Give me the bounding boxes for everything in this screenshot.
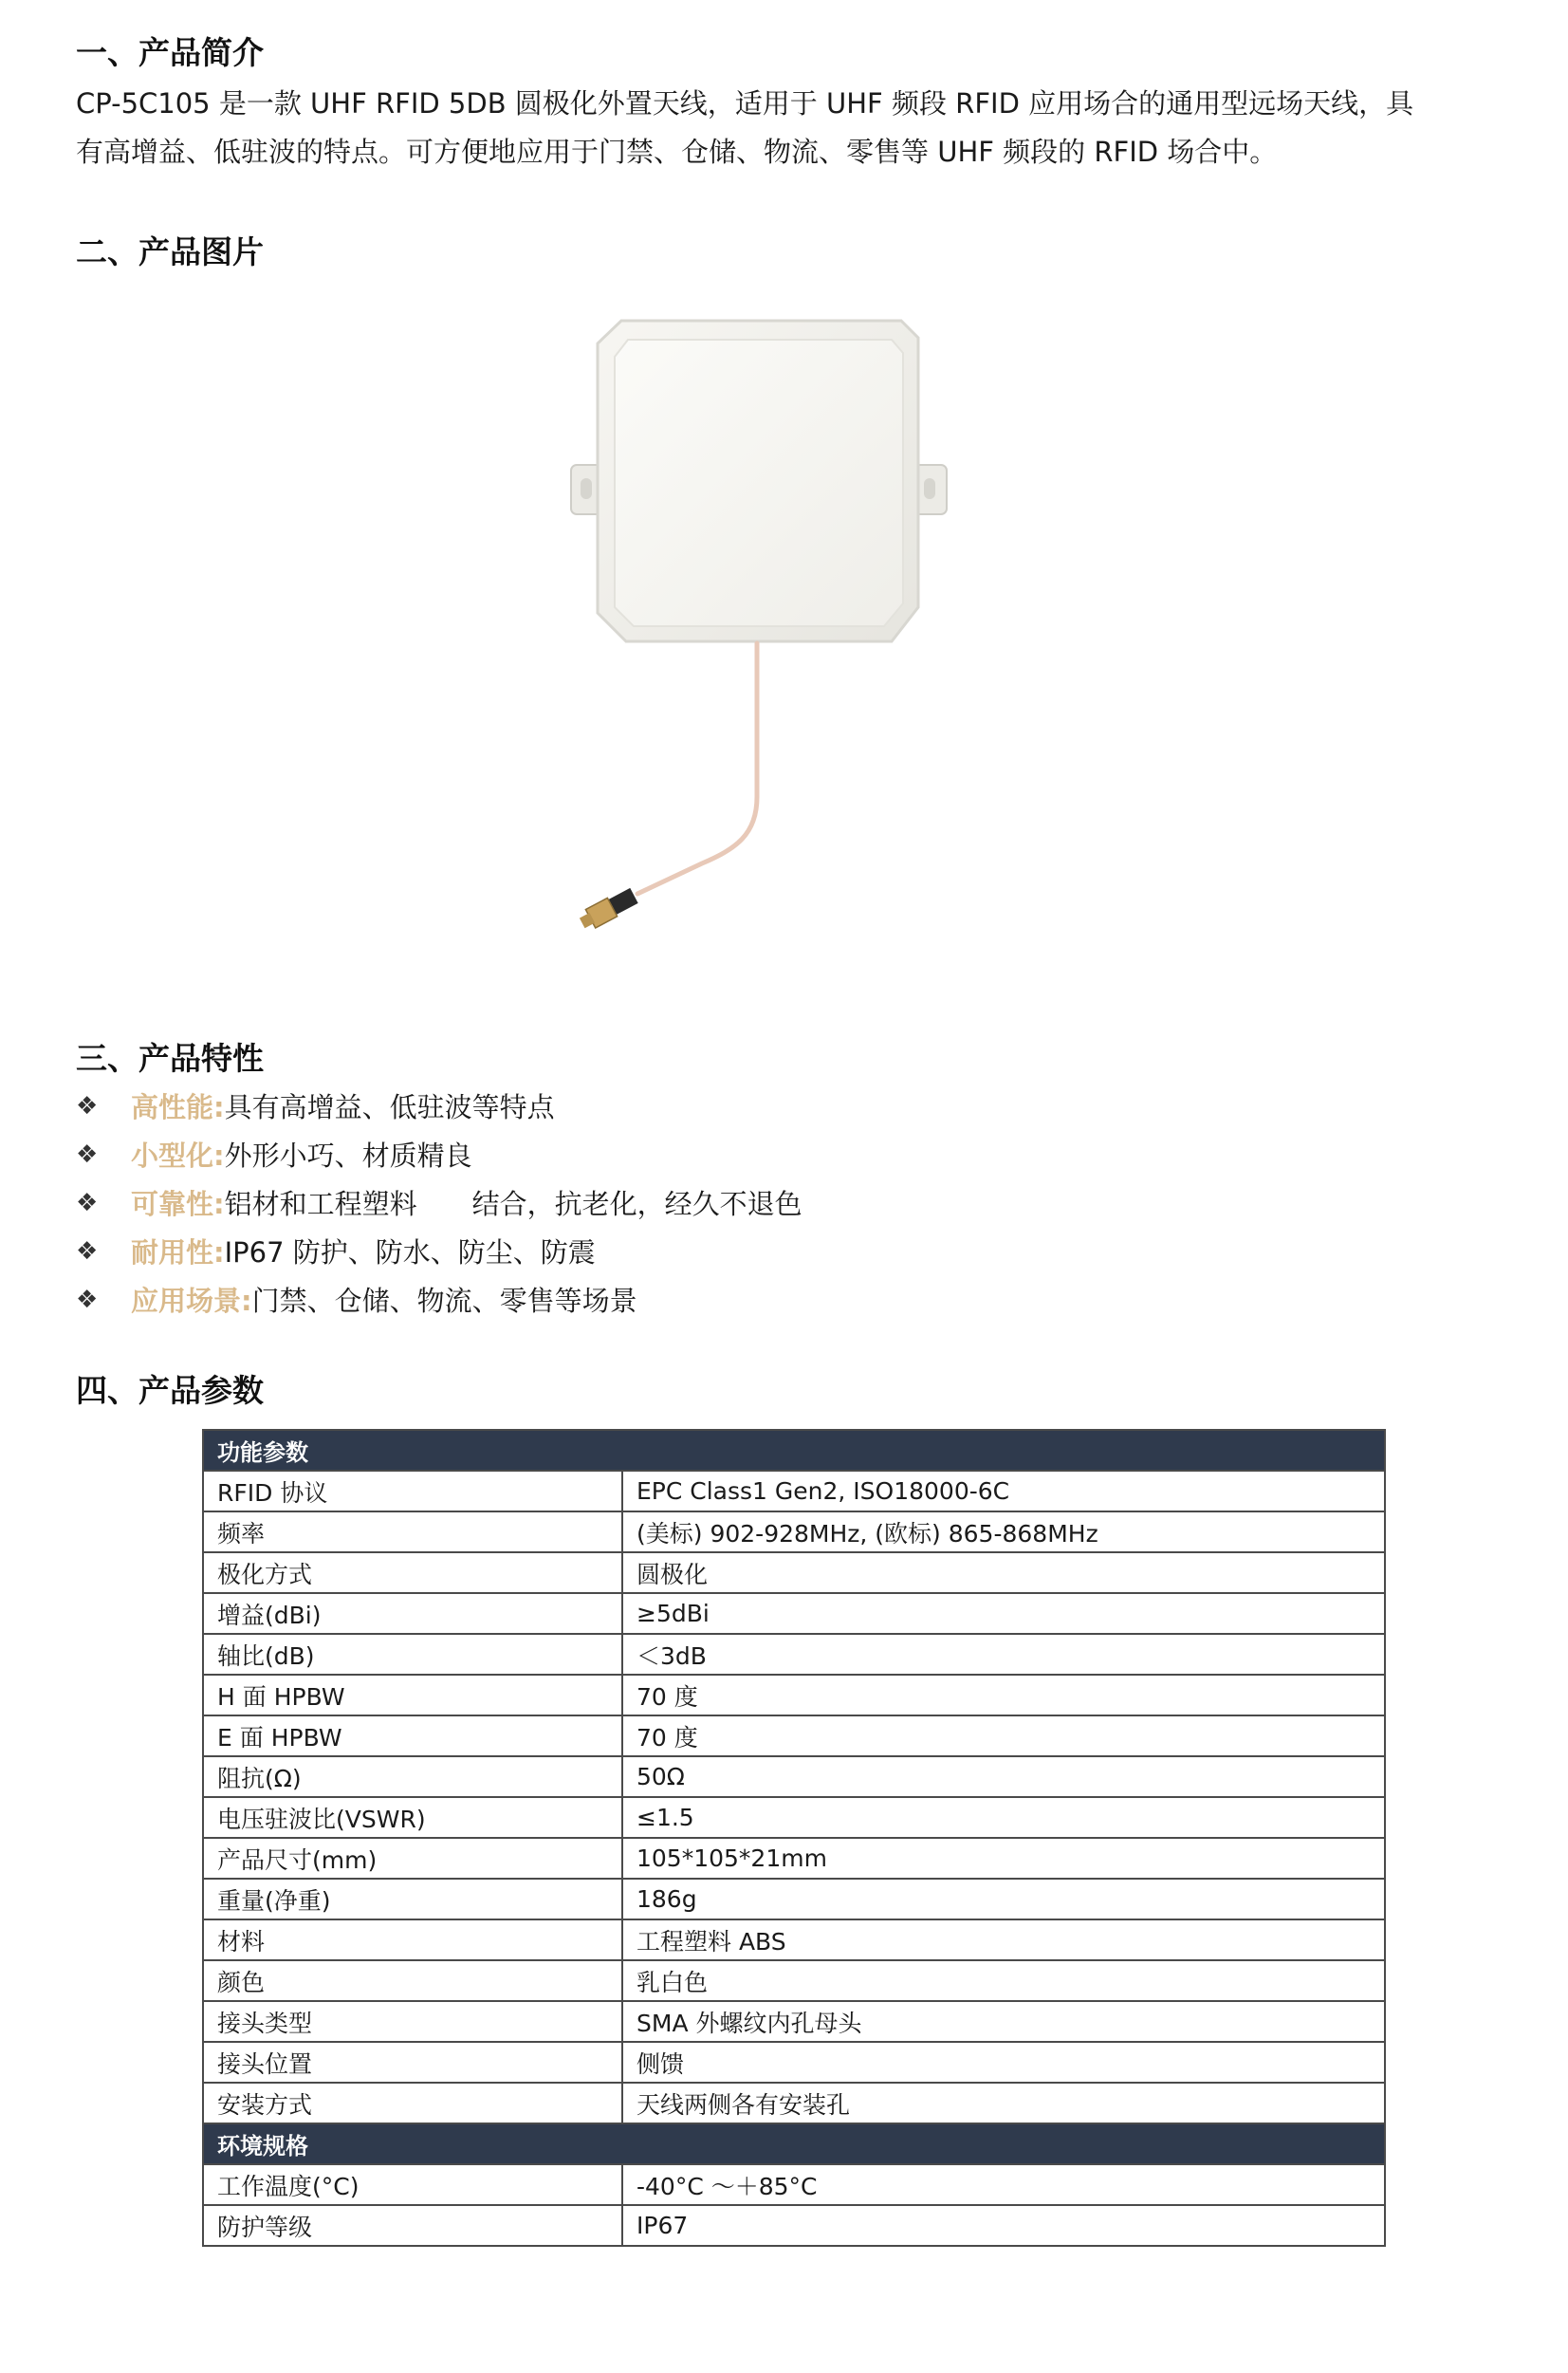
diamond-bullet-icon: ❖ [76,1236,99,1266]
feature-list [76,1082,802,1324]
table-row [203,1675,1385,1715]
diamond-bullet-icon: ❖ [76,1091,99,1121]
param-value: ＜3dB [622,1634,1385,1675]
param-name: 接头位置 [203,2042,622,2083]
param-value: 乳白色 [622,1960,1385,2001]
param-value: 105*105*21mm [622,1838,1385,1879]
group-label-function: 功能参数 [203,1430,1385,1471]
feature-text: IP67 防护、防水、防尘、防震 [224,1236,596,1269]
param-value: ≥5dBi [622,1593,1385,1634]
feature-label: 耐用性: [131,1236,225,1269]
feature-label: 应用场景: [131,1285,252,1317]
section-heading-image: 二、产品图片 [76,233,264,270]
list-item [76,1178,802,1227]
param-name: 电压驻波比(VSWR) [203,1797,622,1838]
feature-label: 高性能: [131,1091,225,1123]
antenna-product-image [531,304,968,949]
param-value: 圆极化 [622,1552,1385,1593]
diamond-bullet-icon: ❖ [76,1188,99,1217]
table-row [203,1797,1385,1838]
intro-line-2: 有高增益、低驻波的特点。可方便地应用于门禁、仓储、物流、零售等 UHF 频段的 RFID 场合中。 [76,136,1278,168]
table-section-header [203,1430,1385,1471]
param-name: E 面 HPBW [203,1715,622,1756]
table-row [203,1552,1385,1593]
table-row [203,1593,1385,1634]
table-row [203,1511,1385,1552]
section-heading-intro: 一、产品简介 [76,34,264,71]
param-name: 工作温度(°C) [203,2164,622,2205]
list-item [76,1227,802,1275]
table-row [203,2164,1385,2205]
table-section-header [203,2123,1385,2164]
feature-text: 铝材和工程塑料 结合，抗老化，经久不退色 [224,1188,802,1220]
list-item [76,1130,802,1178]
param-name: RFID 协议 [203,1471,622,1511]
param-value: SMA 外螺纹内孔母头 [622,2001,1385,2042]
param-name: 接头类型 [203,2001,622,2042]
param-name: 频率 [203,1511,622,1552]
param-name: 极化方式 [203,1552,622,1593]
section-heading-features: 三、产品特性 [76,1040,264,1077]
spec-table [202,1429,1386,2247]
diamond-bullet-icon: ❖ [76,1285,99,1314]
feature-text: 门禁、仓储、物流、零售等场景 [251,1285,637,1317]
table-row [203,2205,1385,2246]
param-value: 侧馈 [622,2042,1385,2083]
group-label-environment: 环境规格 [203,2123,1385,2164]
table-row [203,1634,1385,1675]
feature-label: 可靠性: [131,1188,225,1220]
section-heading-params: 四、产品参数 [76,1372,264,1409]
feature-text: 外形小巧、材质精良 [224,1140,472,1172]
param-name: 产品尺寸(mm) [203,1838,622,1879]
sma-connector [578,886,639,933]
param-name: 颜色 [203,1960,622,2001]
param-value: -40°C ～＋85°C [622,2164,1385,2205]
param-value: EPC Class1 Gen2, ISO18000-6C [622,1471,1385,1511]
table-row [203,2001,1385,2042]
intro-line-1: CP-5C105 是一款 UHF RFID 5DB 圆极化外置天线，适用于 UHF 频段 RFID 应用场合的通用型远场天线，具 [76,87,1414,120]
param-name: 增益(dBi) [203,1593,622,1634]
param-name: 防护等级 [203,2205,622,2246]
list-item [76,1275,802,1324]
table-row [203,1715,1385,1756]
param-name: 轴比(dB) [203,1634,622,1675]
feature-text: 具有高增益、低驻波等特点 [224,1091,555,1123]
param-value: 工程塑料 ABS [622,1919,1385,1960]
table-row [203,1919,1385,1960]
coaxial-cable [637,643,757,894]
feature-label: 小型化: [131,1140,225,1172]
param-value: 186g [622,1879,1385,1919]
table-row [203,1879,1385,1919]
param-value: 70 度 [622,1715,1385,1756]
param-name: H 面 HPBW [203,1675,622,1715]
table-row [203,1960,1385,2001]
param-value: IP67 [622,2205,1385,2246]
param-value: (美标) 902-928MHz, (欧标) 865-868MHz [622,1511,1385,1552]
diamond-bullet-icon: ❖ [76,1140,99,1169]
table-row [203,1756,1385,1797]
param-name: 材料 [203,1919,622,1960]
param-value: ≤1.5 [622,1797,1385,1838]
table-row [203,2042,1385,2083]
param-value: 50Ω [622,1756,1385,1797]
table-row [203,1471,1385,1511]
param-name: 安装方式 [203,2083,622,2123]
param-value: 天线两侧各有安装孔 [622,2083,1385,2123]
table-row [203,2083,1385,2123]
param-name: 重量(净重) [203,1879,622,1919]
list-item [76,1082,802,1130]
param-value: 70 度 [622,1675,1385,1715]
param-name: 阻抗(Ω) [203,1756,622,1797]
table-row [203,1838,1385,1879]
